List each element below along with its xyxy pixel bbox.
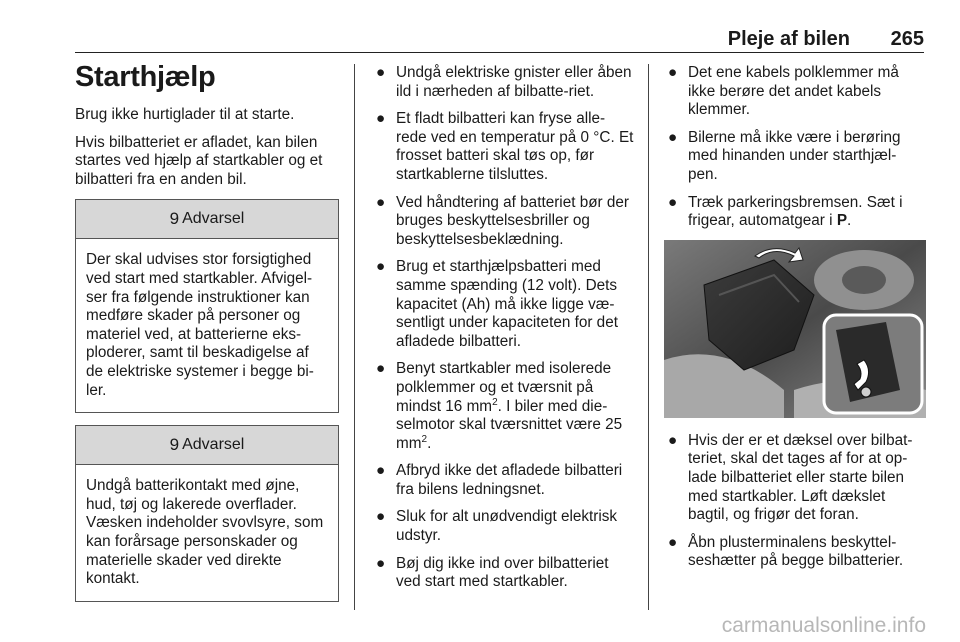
bullet-list bbox=[664, 64, 926, 231]
list-item: ● Bilerne må ikke være i berøring med hinanden under starthjæl-pen. bbox=[668, 128, 901, 183]
page-number: 265 bbox=[890, 28, 924, 50]
warning-heading: Advarsel bbox=[182, 435, 245, 453]
list-item: ● Benyt startkabler med isolerede polklemmer og et tværsnit på mindst 16 $mm^2$. I biler med die-selmotor skal tværsnittet være 25 $mm^2$. bbox=[376, 360, 623, 452]
bullet-icon: ● bbox=[376, 508, 386, 526]
list-item: ● Hvis der er et dæksel over bilbat-teriet, skal det tages af for at op-lade bilbatteriet eller starte bilen med startkabler. Løft dækslet bagtil, og frigør det foran. bbox=[668, 431, 913, 524]
battery-cover-photo bbox=[664, 240, 926, 418]
bullet-icon: ● bbox=[376, 110, 386, 128]
column-3 bbox=[664, 64, 926, 580]
header-rule bbox=[75, 52, 924, 53]
warning-box-1 bbox=[75, 199, 339, 413]
column-divider bbox=[648, 64, 649, 610]
warning-body: Der skal udvises stor forsigtighed ved start med startkabler. Afvigel-ser fra følgende instruktioner kan medføre skader på personer og materiel ved, at batterierne eks-ploderer, samt til beskadigelse af de elektriske systemer i begge bi-ler. bbox=[86, 251, 314, 399]
list-item: ● Afbryd ikke det afladede bilbatteri fra bilens ledningsnet. bbox=[376, 462, 623, 498]
list-item: ● Bøj dig ikke ind over bilbatteriet ved start med startkabler. bbox=[376, 554, 609, 591]
warning-header bbox=[76, 426, 338, 465]
list-item: ● Undgå elektriske gnister eller åben ild i nærheden af bilbatte-riet. bbox=[376, 64, 632, 100]
bullet-list bbox=[372, 64, 634, 592]
column-2 bbox=[372, 64, 634, 601]
bullet-list bbox=[664, 432, 926, 571]
warning-body: Undgå batterikontakt med øjne, hud, tøj og lakerede overflader. Væsken indeholder svovlsyre, som kan forårsage personskader og materielle skader ved direkte kontakt. bbox=[86, 477, 324, 588]
column-divider bbox=[354, 64, 355, 610]
warning-header bbox=[76, 200, 338, 239]
bullet-icon: ● bbox=[376, 554, 386, 572]
running-header-title: Pleje af bilen bbox=[727, 28, 850, 50]
bullet-icon: ● bbox=[376, 462, 386, 480]
warning-icon: 9 bbox=[169, 209, 180, 229]
list-item: ● Brug et starthjælpsbatteri med samme spænding (12 volt). Dets kapacitet (Ah) må ikke ligge væ-sentligt under kapaciteten for det afladede bilbatteri. bbox=[376, 258, 618, 350]
list-item: ● Træk parkeringsbremsen. Sæt i frigear, automatgear i P. bbox=[668, 193, 903, 230]
intro-paragraph-2: Hvis bilbatteriet er afladet, kan bilen startes ved hjælp af startkabler og et bilbatteri fra en anden bil. bbox=[75, 133, 323, 188]
column-1 bbox=[75, 60, 339, 614]
watermark: carmanualsonline.info bbox=[721, 614, 926, 637]
warning-heading: Advarsel bbox=[182, 210, 245, 228]
intro-paragraph-1: Brug ikke hurtiglader til at starte. bbox=[75, 106, 295, 123]
bullet-icon: ● bbox=[668, 64, 678, 81]
list-item: ● Sluk for alt unødvendigt elektrisk udstyr. bbox=[376, 508, 618, 545]
bullet-icon: ● bbox=[668, 533, 678, 551]
section-title: Starthjælp bbox=[75, 61, 216, 93]
bullet-icon: ● bbox=[376, 360, 386, 378]
bullet-icon: ● bbox=[376, 258, 386, 276]
bullet-icon: ● bbox=[668, 193, 678, 211]
bullet-icon: ● bbox=[668, 128, 678, 146]
bullet-icon: ● bbox=[376, 64, 386, 81]
bullet-icon: ● bbox=[668, 431, 678, 449]
warning-box-2 bbox=[75, 425, 339, 602]
list-item: ● Åbn plusterminalens beskyttel-seshætter på begge bilbatterier. bbox=[668, 533, 904, 570]
list-item: ● Det ene kabels polklemmer må ikke berøre det andet kabels klemmer. bbox=[668, 64, 899, 119]
list-item: ● Et fladt bilbatteri kan fryse alle-rede ved en temperatur på 0 °C. Et frosset batteri skal tøs op, før startkablerne tilsluttes. bbox=[376, 110, 634, 183]
warning-icon: 9 bbox=[169, 434, 180, 454]
bullet-icon: ● bbox=[376, 193, 386, 211]
list-item: ● Ved håndtering af batteriet bør der bruges beskyttelsesbriller og beskyttelsesbeklædning. bbox=[376, 193, 630, 248]
